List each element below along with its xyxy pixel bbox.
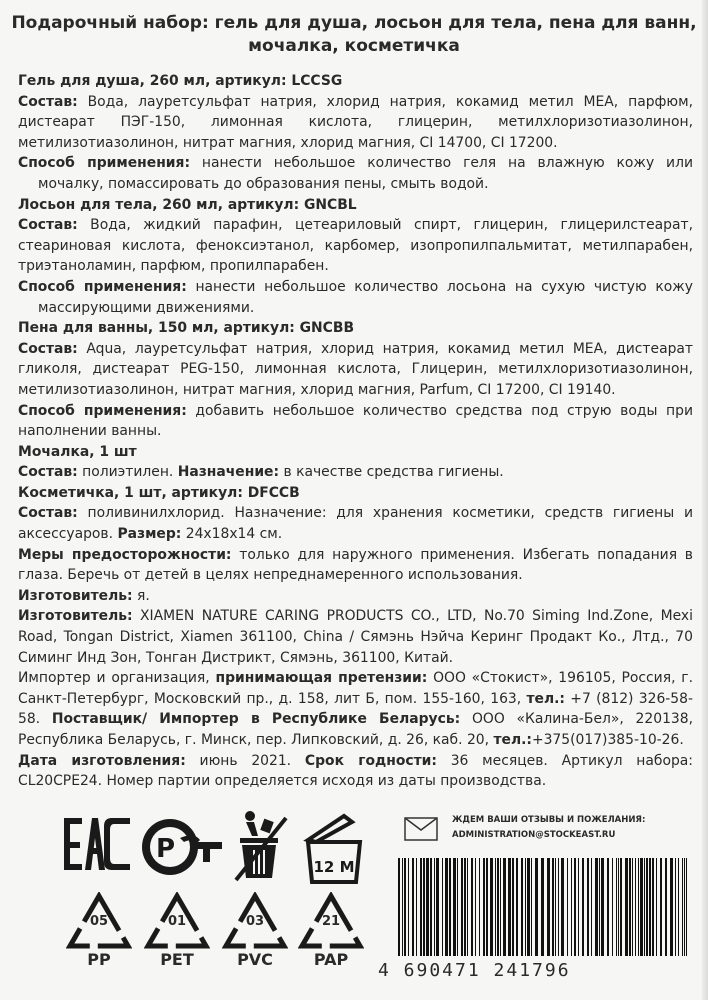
barcode-icon (398, 858, 690, 956)
page-title: Подарочный набор: гель для душа, лосьон для тела, пена для ванн, мочалка, косметичка (11, 13, 697, 56)
bag-info: Состав: поливинилхлорид. Назначение: для хранения косметики, средств гигиены и аксессуаров. Размер: 24х18х14 см. (18, 505, 693, 543)
dates-text: Дата изготовления: июнь 2021. Срок годности: 36 месяцев. Артикул набора: CL20CPE24. Номер партии определяется исходя из даты производства. (18, 752, 693, 790)
recycle-pap-icon: 21 PAP (298, 892, 364, 984)
bag-header: Косметичка, 1 шт, артикул: DFCCB (18, 484, 300, 501)
sponge-info: Состав: полиэтилен. Назначение: в качестве средства гигиены. (18, 464, 504, 481)
foam-header: Пена для ванны, 150 мл, артикул: GNCBB (18, 320, 355, 337)
feedback-label: ЖДЕМ ВАШИ ОТЗЫВЫ И ПОЖЕЛАНИЯ: (452, 815, 646, 825)
foam-usage: Способ применения: добавить небольшое количество средства под струю воды при наполнении ванны. (18, 402, 693, 440)
eac-logo-icon (64, 816, 132, 874)
pao-label: 12 M (313, 858, 355, 876)
rst-logo-icon (140, 816, 224, 878)
manufacturer-text: Изготовитель: XIAMEN NATURE CARING PRODUCTS CO., LTD, No.70 Siming Ind.Zone, Mexi Road, Tongan District, Xiamen 361100, China / Сямэнь Нэйча Керинг Продакт Ко., Лтд., 70 Симинг Инд Зон, Тонган Дистрикт, Сямэнь, 361100, Китай. (18, 608, 693, 666)
sponge-header: Мочалка, 1 шт (18, 443, 137, 460)
certification-logos (0, 800, 380, 1000)
maker-text: Изготовитель: я. (18, 587, 150, 604)
gel-header: Гель для душа, 260 мл, артикул: LCCSG (18, 73, 343, 89)
envelope-icon (404, 817, 438, 841)
lotion-usage: Способ применения: нанести небольшое количество лосьона на сухую чистую кожу массирующими движениями. (18, 278, 693, 316)
foam-composition: Состав: Aqua, лауретсульфат натрия, хлорид натрия, кокамид метил МЕА, дистеарат гликоля, дистеарат PEG-150, лимонная кислота, Глицерин, метилхлоризотиазолинон, метилизотиазолинон, нитрат магния, хлорид магния, Parfum, CI 17200, CI 19140. (18, 340, 693, 398)
feedback-email: ADMINISTRATION@STOCKEAST.RU (452, 830, 616, 840)
lotion-header: Лосьон для тела, 260 мл, артикул: GNCBL (18, 196, 357, 213)
pao-jar-icon (300, 812, 368, 884)
product-description (18, 71, 693, 792)
recycle-pvc-icon: 03 PVC (222, 892, 288, 984)
lotion-composition: Состав: Вода, жидкий парафин, цетеариловый спирт, глицерин, глицерилстеарат, стеариновая кислота, феноксиэтанол, карбомер, изопропилпальмитат, метилпарабен, триэтаноламин, парфюм, пропилпарабен. (18, 217, 693, 275)
recycle-pp-icon: 05 PP (66, 892, 132, 984)
gel-usage: Способ применения: нанести небольшое количество геля на влажную кожу или мочалку, помассировать до образования пены, смыть водой. (18, 155, 693, 192)
barcode-digits: 4 690471 241796 (378, 960, 571, 981)
svg-text:Р: Р (156, 834, 176, 864)
caution-text: Меры предосторожности: только для наружного применения. Избегать попадания в глаза. Беречь от детей в целях непреднамеренного использования. (18, 546, 693, 584)
importer-text: Импортер и организация, принимающая претензии: ООО «Стокист», 196105, Россия, г. Санкт-Петербург, Московский пр., д. 158, лит Б, пом. 155-160, 163, тел.: +7 (812) 326-58-58. Поставщик/ Импортер в Республике Беларусь: ООО «Калина-Бел», 220138, Республика Беларусь, г. Минск, пер. Липковский, д. 26, каб. 20, тел.:+375(017)385-10-26. (18, 670, 693, 748)
recycle-pet-icon: 01 PET (144, 892, 210, 984)
gel-composition: Состав: Вода, лауретсульфат натрия, хлорид натрия, кокамид метил МЕА, парфюм, дистеарат ПЭГ-150, лимонная кислота, глицерин, метилхлоризотиазолинон, метилизотиазолинон, нитрат магния, хлорид магния, CI 14700, CI 17200. (18, 93, 693, 151)
trash-bin-icon (232, 810, 290, 882)
page-edge (702, 0, 708, 1000)
